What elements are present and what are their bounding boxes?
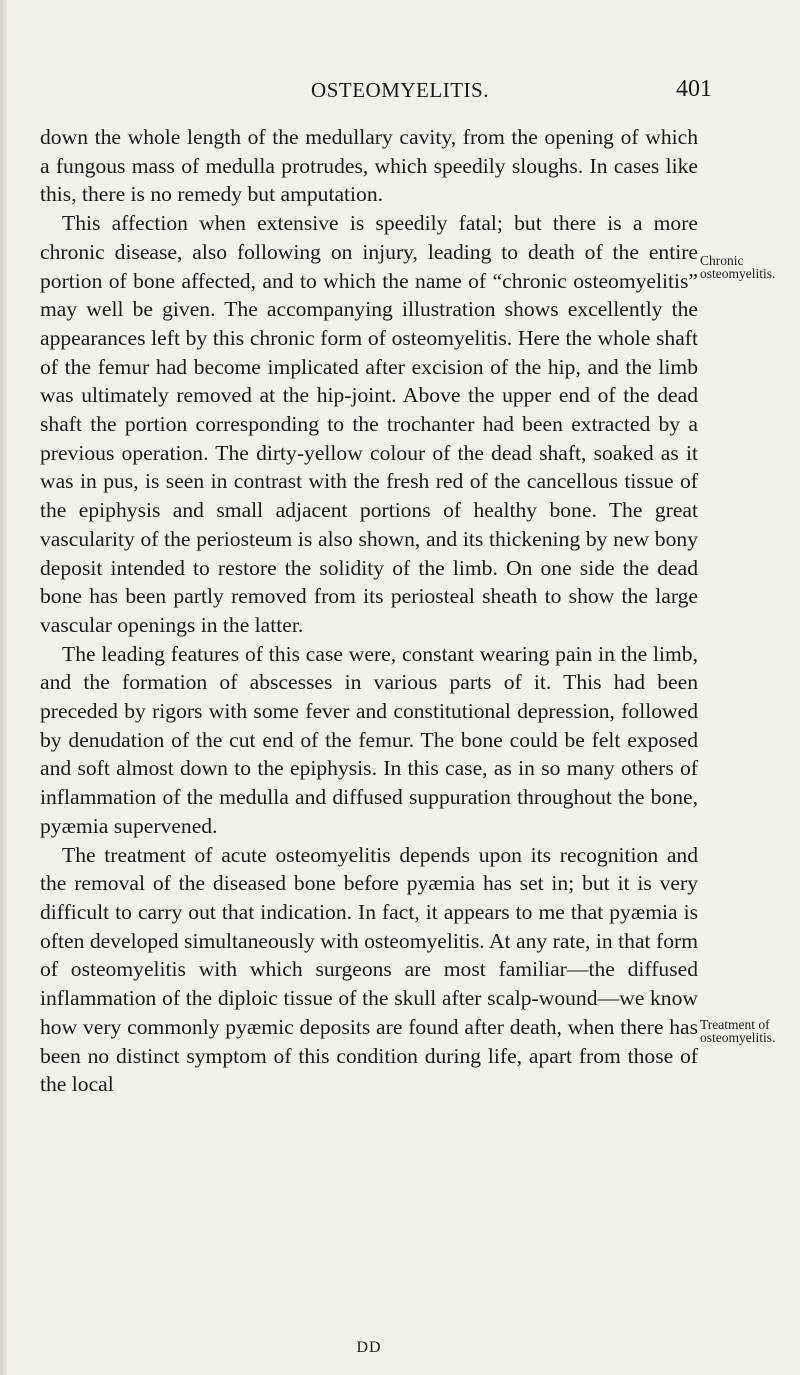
paragraph-continuation: down the whole length of the medullary cavity, from the opening of which a fungous mass of medulla protrudes, which speedily sloughs. In cases like this, there is no remedy but amputation. — [40, 125, 698, 207]
page-edge-shadow — [0, 0, 7, 1375]
paragraph-leading-features: The leading features of this case were, constant wearing pain in the limb, and the formation of abscesses in various parts of it. This had been preceded by rigors with some fever and constitutional depression, followed by denudation of the cut end of the femur. The bone could be felt exposed and soft almost down to the epiphysis. In this case, as in so many others of inflammation of the medulla and diffused suppuration throughout the bone, pyæmia supervened. — [40, 641, 698, 838]
body-text — [40, 123, 698, 1099]
running-head: OSTEOMYELITIS. — [311, 78, 489, 102]
margin-note-treatment: Treatment of osteomyelitis. — [700, 1017, 776, 1045]
paragraph-chronic-osteomyelitis: This affection when extensive is speedily fatal; but there is a more chronic disease, also following on injury, leading to death of the entire portion of bone affected, and to which the name of “chronic osteomyelitis” may well be given. The accompanying illustration shows excellently the appearances left by this chronic form of osteomyelitis. Here the whole shaft of the femur had become implicated after excision of the hip, and the limb was ultimately removed at the hip-joint. Above the upper end of the dead shaft the portion corresponding to the trochanter had been extracted by a previous operation. The dirty-yellow colour of the dead shaft, soaked as it was in pus, is seen in contrast with the fresh red of the cancellous tissue of the epiphysis and small adjacent portions of healthy bone. The great vascularity of the periosteum is also shown, and its thickening by new bony deposit intended to restore the solidity of the limb. On one side the dead bone has been partly removed from its periosteal sheath to show the large vascular openings in the latter. — [40, 211, 698, 637]
page-number: 401 — [676, 76, 712, 102]
page-header — [40, 78, 760, 108]
margin-note-chronic: Chronic osteomyelitis. — [700, 253, 776, 281]
paragraph-treatment: The treatment of acute osteomyelitis depends upon its recognition and the removal of the diseased bone before pyæmia has set in; but it is very difficult to carry out that indication. In fact, it appears to me that pyæmia is often developed simultaneously with osteomyelitis. At any rate, in that form of osteomyelitis with which surgeons are most familiar—the diffused inflammation of the diploic tissue of the skull after scalp-wound—we know how very commonly pyæmic deposits are found after death, when there has been no distinct symptom of this condition during life, apart from those of the local — [40, 842, 698, 1097]
signature-mark: DD — [356, 1339, 382, 1356]
